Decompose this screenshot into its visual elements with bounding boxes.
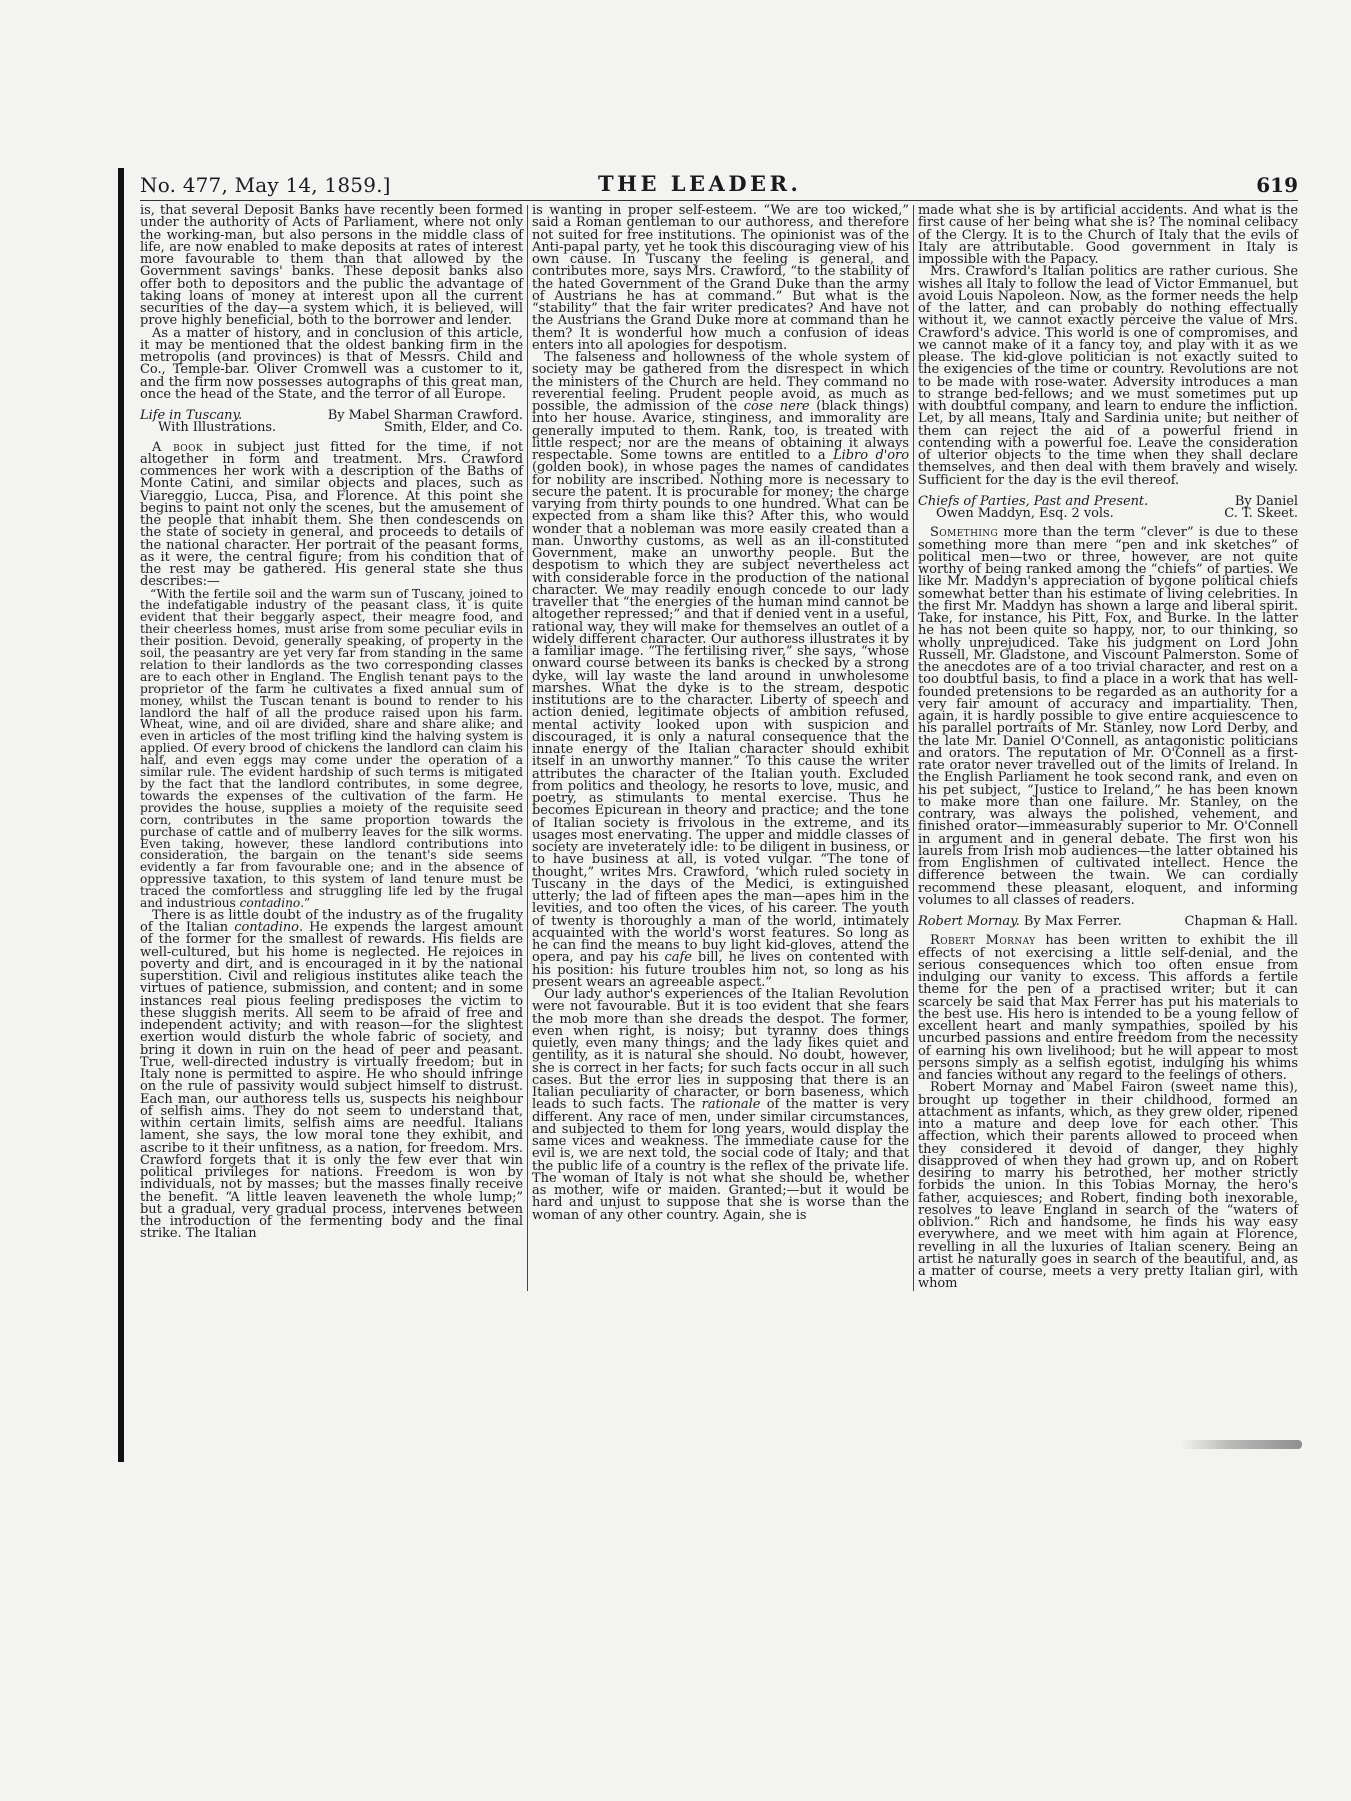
review-paragraph xyxy=(532,989,909,1222)
book-title: Robert Mornay. xyxy=(918,914,1020,929)
review-paragraph xyxy=(140,907,523,1242)
review-paragraph: made what she is by artificial accidents. And what is the first cause of her being what she is? The nominal celibacy of the Clergy. It is to the Church of Italy that the evils of Italy are attributable. Good government in Italy is impossible with the Papacy. xyxy=(918,203,1298,267)
review-text: bill, he lives on contented with his position: his future troubles him not, so long as his present wears an agreeable aspect.” xyxy=(532,950,909,990)
book-author: By Max Ferrer. xyxy=(1023,914,1122,929)
review-text: in subject just fitted for the time, if not altogether in form and treatment. Mrs. Crawford commences her work with a description of the Baths of Monte Catini, and similar objects and places, such as Viareggio, Lucca, Pisa, and Florence. At this point she begins to paint not only the scenes, but the amusement of the people that inhabit them. She then condescends on the state of society in general, and proceeds to details of the national character. Her portrait of the peasant forms, as it were, the central figure; from his condition that of the rest may be gathered. His general state she thus describes:— xyxy=(140,439,523,590)
review-lead-words: A book xyxy=(152,439,203,455)
review-heading-line xyxy=(140,422,523,434)
binding-shadow xyxy=(118,168,124,1462)
text-columns xyxy=(140,205,1298,1291)
italic-word: rationale xyxy=(701,1097,761,1113)
italic-word: cafe xyxy=(664,950,692,966)
italic-word: contadino xyxy=(234,920,299,936)
book-title: Life in Tuscany. xyxy=(140,408,243,423)
book-title: Chiefs of Parties, Past and Present. xyxy=(918,493,1149,509)
review-text: has been written to exhibit the ill effects of not exercising a little self-denial, and the serious consequences which too often ensue from indulging our vanity to excess. This affords a fertile theme for the pen of a practised writer; but it can scarcely be said that Max Ferrer has put his materials to the best use. His hero is intended to be a young fellow of excellent heart and manly sympathies, spoiled by his uncurbed passions and entire freedom from the necessity of earning his own livelihood; but he will appear to most persons simply as a selfish egotist, indulging his whims and fancies without any regard to the feelings of others. xyxy=(918,933,1298,1083)
extract-end: .” xyxy=(300,896,311,911)
masthead-title: THE LEADER. xyxy=(598,171,802,196)
review-text: Our lady author's experiences of the Italian Revolution were not favourable. But it is too evident that she fears the mob more than she dreads the despot. The former, even when right, is noisy; but tyranny does things quietly, even many things; and the lady likes quiet and gentility, as it is natural she should. No doubt, however, she is correct in her facts; for such facts occur in all such cases. But the error lies in supposing that there is an Italian peculiarity of character, or born baseness, which leads to such facts. The xyxy=(532,987,909,1113)
review-lead-words: Robert Mornay xyxy=(930,933,1036,949)
review-text: . He expends the largest amount of the former for the smallest of rewards. His fields are well-cultured, but his home is neglected. He rejoices in poverty and dirt, and is encouraged in it by the national superstition. Civil and religious institutes alike teach the virtues of patience, submission, and content; and in some instances real pious feeling predisposes the victim to these sluggish merits. All seem to be afraid of free and independent activity; and with reason—for the slightest exertion would disturb the whole fabric of society, and bring it down in ruin on the head of peer and peasant. True, well-directed industry is virtually freedom; but in Italy none is permitted to aspire. He who should infringe on the rule of passivity would subject himself to distrust. Each man, our authoress tells us, suspects his neighbour of selfish aims. They do not seem to understand that, within certain limits, selfish aims are needful. Italians lament, she says, the low moral tone they exhibit, and ascribe to it their unfitness, as a nation, for freedom. Mrs. Crawford forgets that it is only the few ever that win political privileges for nations. Freedom is won by individuals, not by masses; but the masses finally receive the benefit. “A little leaven leaveneth the whole lump;” but a gradual, very gradual process, intervenes between the introduction of the fermenting body and the final strike. The Italian xyxy=(140,920,523,1242)
issue-date: No. 477, May 14, 1859.] xyxy=(140,173,391,197)
book-publisher: Chapman & Hall. xyxy=(1184,914,1298,929)
review-paragraph: Robert Mornay and Mabel Fairon (sweet name this), brought up together in their childhood, formed an attachment as infants, which, as they grew older, ripened into a mature and deep love for each other. This affection, which their parents allowed to proceed when they considered it devoid of danger, they highly disapproved of when they had grown up, and on Robert desiring to marry his betrothed, her mother strictly forbids the union. In this Tobias Mornay, the hero's father, acquiesces; and Robert, finding both inexorable, resolves to leave England in search of the “waters of oblivion.” Rich and handsome, he finds his way easy everywhere, and we meet with him again at Florence, revelling in all the luxuries of Italian scenery. Being an artist he naturally goes in search of the beautiful, and, as a matter of course, meets a very pretty Italian girl, with whom xyxy=(918,1080,1298,1292)
scan-smudge xyxy=(1180,1440,1302,1449)
review-heading-line xyxy=(918,508,1298,520)
review-text: The falseness and hollowness of the whole system of society may be gathered from the disrespect in which the ministers of the Church are held. They command no reverential feeling. Prudent people avoid, as much as possible, the admission of the xyxy=(532,350,909,414)
book-author: By Daniel xyxy=(1234,493,1298,509)
review-paragraph xyxy=(532,352,909,989)
column-3 xyxy=(913,205,1298,1291)
article-paragraph: is, that several Deposit Banks have recently been formed under the authority of Acts of Parliament, where not only the working-man, but also persons in the middle class of life, are now enabled to make deposits at rates of interest more favourable to them than that allowed by the Government savings' banks. These deposit banks also offer both to depositors and the public the advantage of taking loans of money at interest upon all the current securities of the day—a system which, it is believed, will prove highly beneficial, both to the borrower and lender. xyxy=(140,203,523,329)
italic-word: cose nere xyxy=(743,399,810,414)
quoted-extract xyxy=(140,586,523,911)
review-heading-robert-mornay xyxy=(918,916,1298,928)
review-paragraph xyxy=(140,439,523,590)
review-text: (golden book), in whose pages the names of candidates for nobility are inscribed. Nothing more is necessary to secure the patent. It is procurable for money; the charge varying from thirty pounds to one hundred. What can be expected from a sham like this? After this, who would wonder that a nobleman was more easily created than a man. Unworthy customs, as well as an ill-constituted Government, make an unworthy people. But the despotism to which they are subject nevertheless act with considerable force in the production of the national character. We may readily enough concede to our lady traveller that “the energies of the human mind cannot be altogether repressed;” and that if denied vent in a useful, rational way, they will make for themselves an outlet of a widely different character. Our authoress illustrates it by a familiar image. “The fertilising river,” she says, “whose onward course between its banks is checked by a strong dyke, will lay waste the land around in unwholesome marshes. What the dyke is to the stream, despotic institutions are to the character. Liberty of speech and action denied, legitimate objects of ambition refused, mental activity looked upon with suspicion and discouraged, it is only a natural consequence that the innate energy of the Italian character should exhibit itself in an unworthy manner.” To this cause the writer attributes the character of the Italian youth. Excluded from politics and theology, he resorts to love, music, and poetry, as stimulants to mental exercise. Thus he becomes Epicurean in theory and practice; and the tone of Italian society is frivolous in the extreme, and its usages most enervating. The upper and middle classes of society are inveterately idle: to be diligent in business, or to have business at all, is voted vulgar. “The tone of thought,” writes Mrs. Crawford, ‘which ruled society in Tuscany in the days of the Medici, is extinguished utterly; the lad of fifteen apes the man—apes him in the levities, and too often the vices, of his career. The youth of twenty is thoroughly a man of the world, intimately acquainted with the world's worst features. So long as he can find the means to buy light kid-gloves, attend the opera, and pay his xyxy=(532,460,909,966)
book-title-group xyxy=(918,916,1122,928)
extract-text: “With the fertile soil and the warm sun of Tuscany, joined to the indefatigable industry of the peasant class, it is quite evident that their beggarly aspect, their meagre food, and their cheerless homes, must arise from some peculiar evils in their position. Devoid, generally speaking, of property in the soil, the peasantry are yet very far from standing in the same relation to their landlords as the two corresponding classes are to each other in England. The English tenant pays to the proprietor of the farm he cultivates a fixed annual sum of money, whilst the Tuscan tenant is bound to render to his landlord the half of all the produce raised upon his farm. Wheat, wine, and oil are divided, share and share alike; and even in articles of the most trifling kind the halving system is applied. Of every brood of chickens the landlord can claim his half, and even eggs may come under the operation of a similar rule. The evident hardship of such terms is mitigated by the fact that the landlord contributes, in some degree, towards the expenses of the cultivation of the farm. He provides the house, supplies a moiety of the requisite seed corn, contributes in the same proportion towards the purchase of cattle and of mulberry leaves for the silk worms. Even taking, however, these landlord contributions into consideration, the bargain on the tenant's side seems evidently a far from favourable one; and in the absence of oppressive taxation, to this system of land tenure must be traced the comfortless and struggling life led by the frugal and industrious xyxy=(140,586,523,911)
header-rule xyxy=(140,200,1298,201)
review-heading-chiefs-of-parties xyxy=(918,493,1298,521)
review-text: There is as little doubt of the industry as of the frugality of the Italian xyxy=(140,907,523,936)
review-paragraph: is wanting in proper self-esteem. “We are too wicked,” said a Roman gentleman to our authoress, and therefore not suited for free institutions. The opinionist was of the Anti-papal party, yet he took this discouraging view of his own cause. In Tuscany the feeling is general, and contributes more, says Mrs. Crawford, “to the stability of the hated Government of the Grand Duke than the army of Austrians he has at command.” But what is the “stability” that the fair writer predicates? And have not the Austrians the Grand Duke more at command than he them? It is wonderful how much a confusion of ideas enters into all apologies for despotism. xyxy=(532,203,909,353)
page-number: 619 xyxy=(1256,173,1298,197)
book-author: Owen Maddyn, Esq. 2 vols. xyxy=(936,506,1114,521)
column-1 xyxy=(140,205,527,1291)
review-text: (black things) into her house. Avarice, stinginess, and immorality are generally imputed to them. Rank, too, is treated with little respect; nor are the means of obtaining it always respectable. Some towns are entitled to a xyxy=(532,399,909,463)
review-heading-line xyxy=(918,916,1298,928)
book-author: By Mabel Sharman Crawford. xyxy=(327,408,523,423)
review-text: of the matter is very different. Any race of men, under similar circumstances, and subjected to them for long years, would display the same vices and weakness. The immediate cause for the evil is, we are next told, the social code of Italy; and that the public life of a country is the reflex of the private life. The woman of Italy is not what she should be, whether as mother, wife or maiden. Granted;—but it would be hard and unjust to suppose that she is worse than the woman of any other country. Again, she is xyxy=(532,1097,909,1223)
review-paragraph: Mrs. Crawford's Italian politics are rather curious. She wishes all Italy to follow the lead of Victor Emmanuel, but avoid Louis Napoleon. Now, as the former needs the help of the latter, and can probably do nothing effectually without it, we cannot exactly perceive the value of Mrs. Crawford's advice. This world is one of compromises, and we cannot make of it a fancy toy, and play with it as we please. The kid-glove politician is not exactly suited to the exigencies of the time or country. Revolutions are not to be made with rose-water. Adversity introduces a man to strange bed-fellows; and we must sometimes put up with doubtful company, and learn to endure the infliction. Let, by all means, Italy and Sardinia unite; but neither of them can reject the aid of a powerful friend in contending with a powerful foe. Leave the consideration of ulterior objects to the time when they shall declare themselves, and then deal with them bravely and wisely. Sufficient for the day is the evil thereof. xyxy=(918,264,1298,488)
review-paragraph xyxy=(918,527,1298,907)
review-paragraph xyxy=(918,935,1298,1082)
running-head xyxy=(140,170,1298,198)
book-note: With Illustrations. xyxy=(158,420,277,436)
review-heading-life-in-tuscany xyxy=(140,410,523,435)
book-publisher: C. T. Skeet. xyxy=(1224,506,1298,521)
book-publisher: Smith, Elder, and Co. xyxy=(383,420,523,436)
italic-word: Libro d'oro xyxy=(833,448,909,463)
review-text: more than the term “clever” is due to these something more than mere “pen and ink sketches” of political men—two or three, however, are not quite worthy of being ranked among the “chiefs” of parties. We like Mr. Maddyn's appreciation of bygone political chiefs somewhat better than his estimate of living celebrities. In the first Mr. Maddyn has shown a large and liberal spirit. Take, for instance, his Pitt, Fox, and Burke. In the latter he has not been quite so happy, nor, to our thinking, so wholly unprejudiced. Take his judgment on Lord John Russell, Mr. Gladstone, and Viscount Palmerston. Some of the anecdotes are of a too trivial character, and rest on a too doubtful basis, to find a place in a work that has well-founded pretensions to be regarded as an authority for a very fair amount of accuracy and impartiality. Then, again, it is hardly possible to give entire acquiescence to his parallel portraits of Mr. Stanley, now Lord Derby, and the late Mr. Daniel O'Connell, as antagonistic politicians and orators. The reputation of Mr. O'Connell as a first-rate orator never travelled out of the limits of Ireland. In the English Parliament he took second rank, and even on his pet subject, “Justice to Ireland,” he has been known to make more than one failure. Mr. Stanley, on the contrary, was always the polished, vehement, and finished orator—immeasurably superior to Mr. O'Connell in argument and in general debate. The first won his laurels from Irish mob audiences—the latter obtained his from Englishmen of cultivated intellect. Hence the difference between the twain. We can cordially recommend these pleasant, eloquent, and informing volumes to all classes of readers. xyxy=(918,525,1298,908)
article-paragraph: As a matter of history, and in conclusion of this article, it may be mentioned that the oldest banking firm in the metropolis (and provinces) is that of Messrs. Child and Co., Temple-bar. Oliver Cromwell was a customer to it, and the firm now possesses autographs of this great man, once the head of the State, and the terror of all Europe. xyxy=(140,325,523,402)
review-lead-words: Something xyxy=(930,525,999,541)
column-2 xyxy=(527,205,913,1291)
italic-word: contadino xyxy=(239,896,301,911)
